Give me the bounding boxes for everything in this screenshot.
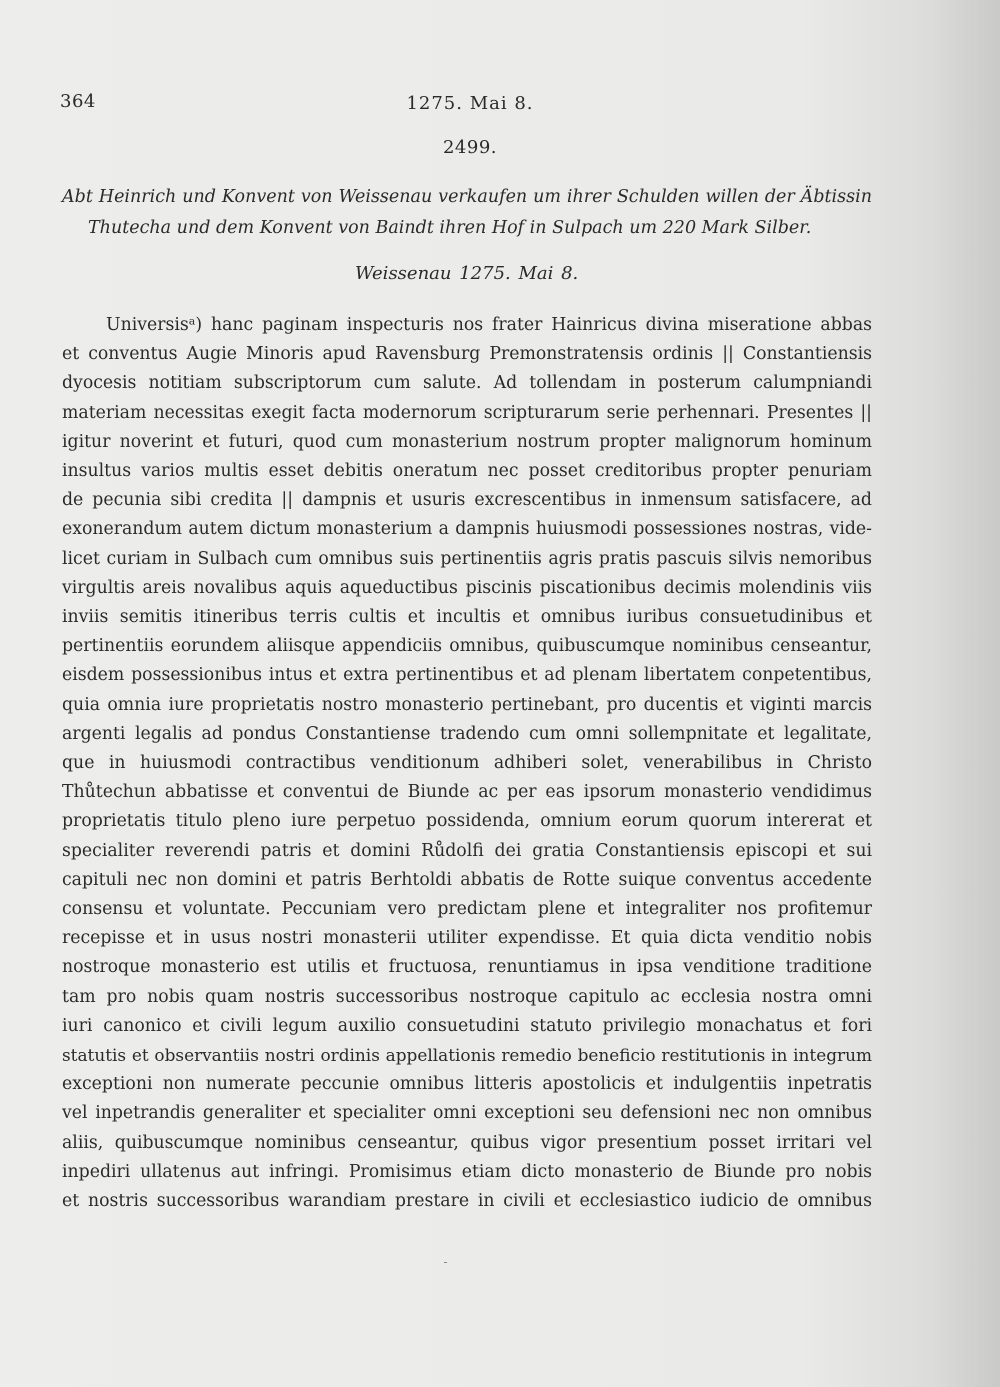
document-summary (62, 182, 872, 244)
text-line: pertinentiis eorundem aliisque appendiciis omnibus, quibuscumque nominibus censeantur, (62, 636, 872, 657)
text-line: argenti legalis ad pondus Constantiense tradendo cum omni sollempnitate et legalitate, (62, 723, 872, 744)
text-line: Thůtechun abbatisse et conventui de Biunde ac per eas ipsorum monasterio vendidimus (62, 782, 872, 803)
text-line: et conventus Augie Minoris apud Ravensburg Premonstratensis ordinis || Constantiensis (62, 344, 872, 365)
text-line: inviis semitis itineribus terris cultis et incultis et omnibus iuribus consuetudinibus et (62, 607, 872, 628)
text-line: vel inpetrandis generaliter et specialiter omni exceptioni seu defensioni nec non omnibus (62, 1103, 872, 1124)
place-date: Weissenau 1275. Mai 8. (355, 263, 579, 284)
text-line: exceptioni non numerate peccunie omnibus litteris apostolicis et indulgentiis inpetratis (62, 1074, 872, 1095)
document-number: 2499. (442, 137, 498, 158)
text-line: nostroque monasterio est utilis et fructuosa, renuntiamus in ipsa venditione traditione (62, 957, 872, 978)
text-line: statutis et observantiis nostri ordinis appellationis remedio beneficio restitutionis in integrum (62, 1045, 872, 1066)
summary-line-1: Abt Heinrich und Konvent von Weissenau verkaufen um ihrer Schulden willen der Äbtissin (62, 187, 872, 207)
text-line: de pecunia sibi credita || dampnis et usuris excrescentibus in inmensum satisfacere, ad (62, 490, 872, 511)
running-header-date: 1275. Mai 8. (406, 93, 534, 114)
text-line: que in huiusmodi contractibus venditionum adhiberi solet, venerabilibus in Christo (62, 753, 872, 774)
text-line: iuri canonico et civili legum auxilio consuetudini statuto privilegio monachatus et fori (62, 1015, 872, 1036)
text-line: capituli nec non domini et patris Berhtoldi abbatis de Rotte suique conventus accedente (62, 869, 872, 890)
text-line: aliis, quibuscumque nominibus censeantur, quibus vigor presentium posset irritari vel (62, 1132, 872, 1153)
text-line: igitur noverint et futuri, quod cum monasterium nostrum propter malignorum hominum (62, 431, 872, 452)
text-line: inpediri ullatenus aut infringi. Promisimus etiam dicto monasterio de Biunde pro nobis (62, 1161, 872, 1182)
text-line: proprietatis titulo pleno iure perpetuo possidenda, omnium eorum quorum intererat et (62, 811, 872, 832)
text-line: virgultis areis novalibus aquis aqueductibus piscinis piscationibus decimis molendinis viis (62, 577, 872, 598)
text-line: tam pro nobis quam nostris successoribus nostroque capitulo ac ecclesia nostra omni (62, 986, 872, 1007)
text-line: licet curiam in Sulbach cum omnibus suis pertinentiis agris pratis pascuis silvis nemoribus (62, 548, 872, 569)
text-line: recepisse et in usus nostri monasterii utiliter expendisse. Et quia dicta venditio nobis (62, 928, 872, 949)
text-line: insultus varios multis esset debitis oneratum nec posset creditoribus propter penuriam (62, 461, 872, 482)
text-line: eisdem possessionibus intus et extra pertinentibus et ad plenam libertatem conpetentibus, (62, 665, 872, 686)
text-line: materiam necessitas exegit facta modernorum scripturarum serie perhennari. Presentes || (62, 402, 872, 423)
charter-text (62, 311, 872, 1216)
text-line: Universisᵃ) hanc paginam inspecturis nos frater Hainricus divina miseratione abbas (106, 315, 872, 335)
text-line: et nostris successoribus warandiam prestare in civili et ecclesiastico iudicio de omnibus (62, 1191, 872, 1212)
text-line: exonerandum autem dictum monasterium a dampnis huiusmodi possessiones nostras, vide- (62, 519, 872, 540)
summary-line-2: Thutecha und dem Konvent von Baindt ihren Hof in Sulpach um 220 Mark Silber. (88, 218, 812, 238)
text-line: dyocesis notitiam subscriptorum cum salute. Ad tollendam in posterum calumpniandi (62, 373, 872, 394)
scan-speck (444, 1262, 447, 1263)
page-number: 364 (60, 91, 96, 112)
text-line: specialiter reverendi patris et domini Růdolfi dei gratia Constantiensis episcopi et sui (62, 840, 872, 861)
text-line: quia omnia iure proprietatis nostro monasterio pertinebant, pro ducentis et viginti marcis (62, 694, 872, 715)
text-line: consensu et voluntate. Peccuniam vero predictam plene et integraliter nos profitemur (62, 899, 872, 920)
